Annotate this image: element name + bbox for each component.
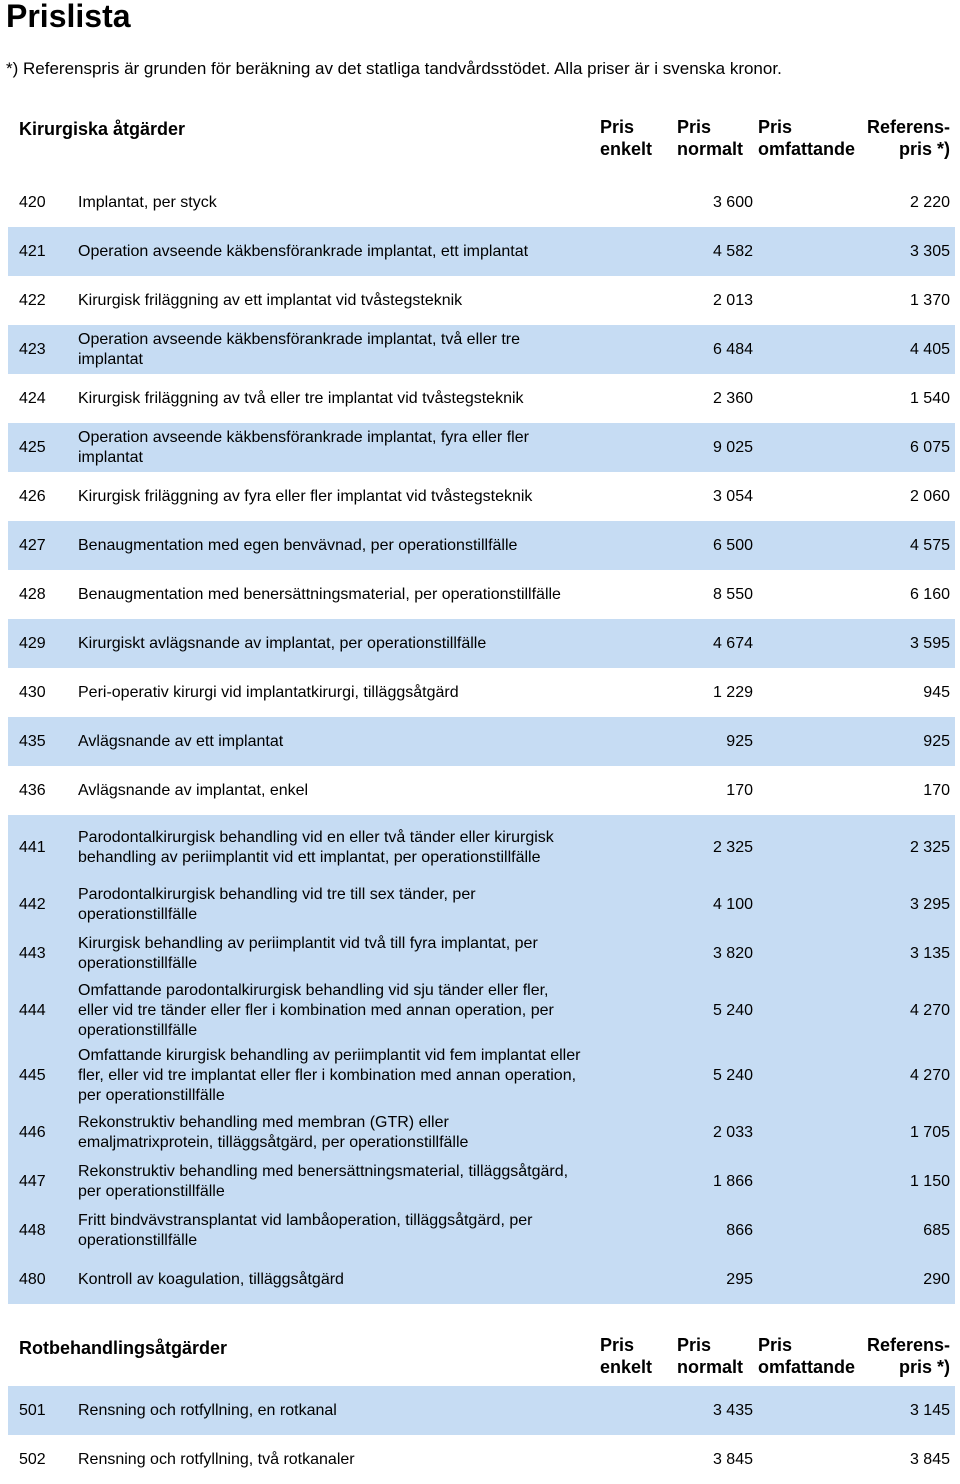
row-code: 421 [19, 242, 46, 260]
table-row [8, 717, 955, 766]
column-header-pris-normalt-line: Pris [677, 1335, 712, 1355]
row-description: Kirurgisk behandling av periimplantit vid två till fyra implantat, per operationstillfälle [78, 934, 538, 972]
table-row [8, 1435, 955, 1484]
table-row [8, 276, 955, 325]
row-price-normalt: 925 [726, 732, 753, 750]
table-row [8, 1386, 955, 1435]
row-price-normalt: 8 550 [712, 585, 753, 603]
row-price-normalt: 866 [726, 1221, 753, 1239]
column-header-pris-normalt-line: normalt [677, 139, 744, 159]
row-referenspris: 3 305 [909, 242, 950, 260]
table-row [8, 619, 955, 668]
reference-price-note: *) Referenspris är grunden för beräkning av det statliga tandvårdsstödet. Alla priser är i svenska kronor. [6, 59, 782, 78]
row-description: Rekonstruktiv behandling med membran (GTR) eller emaljmatrixprotein, tilläggsåtgärd, per operationstillfälle [78, 1113, 469, 1151]
row-price-normalt: 3 054 [712, 487, 753, 505]
row-description: Parodontalkirurgisk behandling vid tre till sex tänder, per operationstillfälle [78, 885, 476, 923]
row-price-normalt: 4 674 [712, 634, 753, 652]
row-referenspris: 1 370 [909, 291, 950, 309]
row-code: 445 [19, 1066, 46, 1084]
row-description: Kirurgisk friläggning av två eller tre implantat vid tvåstegsteknik [78, 389, 524, 407]
row-price-normalt: 2 360 [712, 389, 753, 407]
row-code: 436 [19, 781, 46, 799]
row-price-normalt: 2 013 [712, 291, 753, 309]
row-description: Rensning och rotfyllning, två rotkanaler [78, 1450, 355, 1468]
table-row [8, 374, 955, 423]
column-header-referenspris [867, 116, 950, 160]
row-description: Operation avseende käkbensförankrade implantat, ett implantat [78, 242, 529, 260]
row-code: 426 [19, 487, 46, 505]
column-header-pris-enkelt-line: Pris [600, 1335, 635, 1355]
table-row [8, 423, 955, 472]
row-code: 425 [19, 438, 46, 456]
row-code: 428 [19, 585, 46, 603]
table-row [8, 1206, 955, 1255]
table-row [8, 668, 955, 717]
row-referenspris: 3 145 [909, 1401, 950, 1419]
table-row [8, 978, 955, 1043]
row-referenspris: 925 [923, 732, 950, 750]
column-header-pris-enkelt [600, 1334, 652, 1378]
table-row [8, 472, 955, 521]
column-header-pris-normalt-line: Pris [677, 117, 712, 137]
column-header-pris-omfattande-line: Pris [758, 1335, 793, 1355]
column-header-pris-normalt [677, 1334, 743, 1378]
column-header-pris-enkelt-line: enkelt [600, 1357, 653, 1377]
row-price-normalt: 170 [726, 781, 753, 799]
row-referenspris: 4 405 [909, 340, 950, 358]
column-header-pris-enkelt-line: enkelt [600, 139, 653, 159]
table-row [8, 178, 955, 227]
row-referenspris: 6 160 [909, 585, 950, 603]
row-code: 443 [19, 944, 46, 962]
row-referenspris: 3 595 [909, 634, 950, 652]
table-row [8, 521, 955, 570]
row-referenspris: 1 540 [909, 389, 950, 407]
row-price-normalt: 5 240 [712, 1001, 753, 1019]
row-code: 442 [19, 895, 46, 913]
row-description: Rensning och rotfyllning, en rotkanal [78, 1401, 337, 1419]
row-description: Avlägsnande av ett implantat [78, 732, 284, 750]
row-code: 422 [19, 291, 46, 309]
row-referenspris: 4 270 [909, 1001, 950, 1019]
row-referenspris: 685 [923, 1221, 950, 1239]
row-referenspris: 170 [923, 781, 950, 799]
row-description: Omfattande kirurgisk behandling av periimplantit vid fem implantat eller fler, eller vid tre implantat eller fler i kombination med annan operation, per operationstillfälle [78, 1046, 581, 1104]
table-row [8, 766, 955, 815]
row-code: 480 [19, 1270, 46, 1288]
column-header-pris-enkelt [600, 116, 652, 160]
row-referenspris: 4 270 [909, 1066, 950, 1084]
row-code: 448 [19, 1221, 46, 1239]
row-code: 423 [19, 340, 46, 358]
column-header-referenspris-line: Referens- [866, 1335, 950, 1355]
row-description: Kontroll av koagulation, tilläggsåtgärd [78, 1270, 344, 1288]
row-referenspris: 2 060 [909, 487, 950, 505]
column-header-pris-normalt-line: normalt [677, 1357, 744, 1377]
page-title: Prislista [6, 0, 131, 34]
row-price-normalt: 2 325 [712, 838, 753, 856]
column-header-pris-enkelt-line: Pris [600, 117, 635, 137]
row-price-normalt: 9 025 [712, 438, 753, 456]
column-header-pris-omfattande-line: omfattande [758, 139, 856, 159]
table-row [8, 1043, 955, 1108]
row-code: 502 [19, 1450, 46, 1468]
row-referenspris: 1 705 [909, 1123, 950, 1141]
row-price-normalt: 4 100 [712, 895, 753, 913]
row-description: Benaugmentation med benersättningsmaterial, per operationstillfälle [78, 585, 561, 603]
table-row [8, 880, 955, 929]
row-code: 430 [19, 683, 46, 701]
row-code: 444 [19, 1001, 46, 1019]
table-row [8, 929, 955, 978]
row-description: Rekonstruktiv behandling med benersättningsmaterial, tilläggsåtgärd, per operationstillfälle [78, 1162, 569, 1200]
row-referenspris: 2 220 [909, 193, 950, 211]
row-code: 424 [19, 389, 46, 407]
column-header-referenspris-line: Referens- [866, 117, 950, 137]
table-row [8, 325, 955, 374]
column-header-referenspris-line: pris *) [898, 1357, 950, 1377]
table-row [8, 227, 955, 276]
column-header-referenspris [867, 1334, 950, 1378]
row-description: Implantat, per styck [78, 193, 217, 211]
row-referenspris: 945 [923, 683, 950, 701]
row-description: Avlägsnande av implantat, enkel [78, 781, 309, 799]
row-price-normalt: 2 033 [712, 1123, 753, 1141]
table-row [8, 815, 955, 880]
column-header-pris-normalt [677, 116, 743, 160]
column-header-pris-omfattande [758, 116, 855, 160]
row-price-normalt: 5 240 [712, 1066, 753, 1084]
row-price-normalt: 4 582 [712, 242, 753, 260]
row-price-normalt: 6 500 [712, 536, 753, 554]
price-section [8, 116, 955, 1304]
column-header-referenspris-line: pris *) [898, 139, 950, 159]
price-section [8, 1334, 955, 1484]
row-code: 427 [19, 536, 46, 554]
row-referenspris: 2 325 [909, 838, 950, 856]
section-header [8, 1334, 955, 1386]
row-description: Omfattande parodontalkirurgisk behandling vid sju tänder eller fler, eller vid tre tänder eller fler i kombination med annan operation, per operationstillfälle [78, 981, 554, 1039]
row-description: Peri-operativ kirurgi vid implantatkirurgi, tilläggsåtgärd [78, 683, 459, 701]
table-row [8, 1157, 955, 1206]
row-referenspris: 1 150 [909, 1172, 950, 1190]
row-referenspris: 3 845 [909, 1450, 950, 1468]
column-header-pris-omfattande-line: omfattande [758, 1357, 856, 1377]
row-price-normalt: 1 866 [712, 1172, 753, 1190]
row-description: Fritt bindvävstransplantat vid lambåoperation, tilläggsåtgärd, per operationstillfälle [78, 1211, 533, 1249]
row-description: Operation avseende käkbensförankrade implantat, två eller tre implantat [78, 330, 521, 368]
row-referenspris: 290 [923, 1270, 950, 1288]
row-code: 447 [19, 1172, 46, 1190]
row-referenspris: 3 135 [909, 944, 950, 962]
row-referenspris: 3 295 [909, 895, 950, 913]
section-title: Kirurgiska åtgärder [19, 119, 186, 139]
row-referenspris: 4 575 [909, 536, 950, 554]
row-description: Kirurgisk friläggning av fyra eller fler implantat vid tvåstegsteknik [78, 487, 533, 505]
section-header [8, 116, 955, 178]
row-referenspris: 6 075 [909, 438, 950, 456]
row-price-normalt: 6 484 [712, 340, 753, 358]
row-description: Parodontalkirurgisk behandling vid en eller två tänder eller kirurgisk behandling av periimplantit vid ett implantat, per operationstillfälle [78, 828, 554, 866]
row-code: 429 [19, 634, 46, 652]
row-code: 501 [19, 1401, 46, 1419]
column-header-pris-omfattande-line: Pris [758, 117, 793, 137]
row-code: 435 [19, 732, 46, 750]
row-price-normalt: 3 820 [712, 944, 753, 962]
column-header-pris-omfattande [758, 1334, 855, 1378]
row-price-normalt: 295 [726, 1270, 753, 1288]
row-code: 446 [19, 1123, 46, 1141]
row-description: Kirurgiskt avlägsnande av implantat, per operationstillfälle [78, 634, 487, 652]
row-price-normalt: 1 229 [712, 683, 753, 701]
table-row [8, 570, 955, 619]
row-price-normalt: 3 435 [712, 1401, 753, 1419]
table-row [8, 1255, 955, 1304]
row-price-normalt: 3 845 [712, 1450, 753, 1468]
table-row [8, 1108, 955, 1157]
row-description: Kirurgisk friläggning av ett implantat vid tvåstegsteknik [78, 291, 463, 309]
row-code: 420 [19, 193, 46, 211]
section-title: Rotbehandlingsåtgärder [19, 1338, 228, 1358]
row-code: 441 [19, 838, 46, 856]
row-price-normalt: 3 600 [712, 193, 753, 211]
row-description: Benaugmentation med egen benvävnad, per operationstillfälle [78, 536, 518, 554]
row-description: Operation avseende käkbensförankrade implantat, fyra eller fler implantat [78, 428, 529, 466]
